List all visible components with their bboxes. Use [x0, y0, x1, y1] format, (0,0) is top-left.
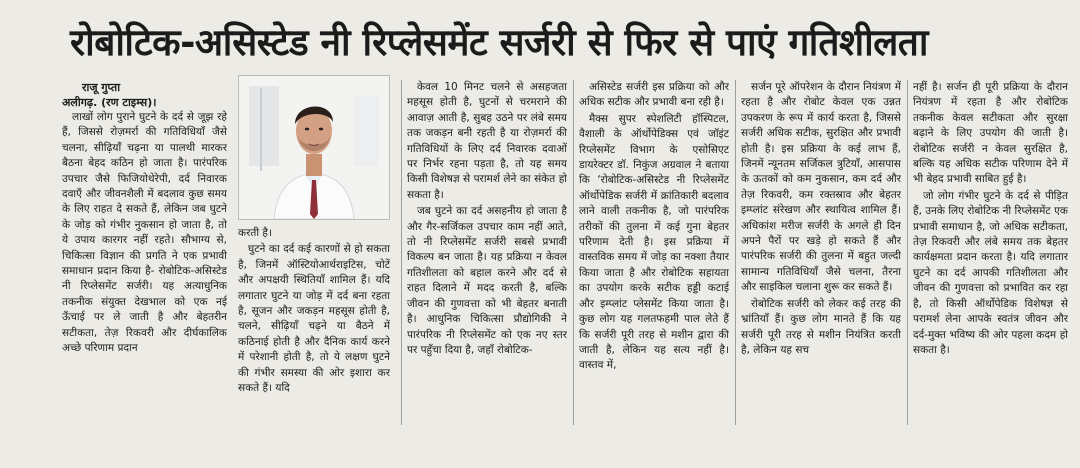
doctor-photo [238, 75, 390, 220]
column-rule [573, 80, 574, 425]
doctor-portrait-image [239, 76, 389, 219]
article-column-1 [62, 80, 227, 425]
article-column-5 [741, 80, 901, 425]
paragraph: रोबोटिक सर्जरी को लेकर कई तरह की भ्रांतियाँ हैं। कुछ लोग मानते हैं कि यह सर्जरी पूरी तरह से मशीन नियंत्रित करती है, लेकिन यह सच [741, 297, 901, 356]
next-article-headline-clipped [40, 428, 1080, 468]
paragraph: सर्जन पूरे ऑपरेशन के दौरान नियंत्रण में रहता है और रोबोट केवल एक उन्नत उपकरण के रूप में कार्य करता है, जिससे सर्जरी अधिक सटीक, सुरक्षित और प्रभावी होती है। इस प्रक्रिया के कई लाभ हैं, जिनमें न्यूनतम सर्जिकल त्रुटियाँ, आसपास के ऊतकों को कम नुकसान, कम दर्द और तेज़ रिकवरी, कम रक्तस्राव और बेहतर इम्प्लांट संरेखण और स्थायित्व शामिल हैं। अधिकांश मरीज सर्जरी के अगले ही दिन अपने पैरों पर खड़े हो सकते हैं और पारंपरिक सर्जरी की तुलना में बहुत जल्दी सामान्य गतिविधियाँ जैसे चलना, तैरना और साइकिल चलाना शुरू कर सकते हैं। [741, 81, 901, 294]
column-rule [907, 80, 908, 425]
column-rule [401, 80, 402, 425]
paragraph: जो लोग गंभीर घुटने के दर्द से पीड़ित हैं, उनके लिए रोबोटिक नी रिप्लेसमेंट एक प्रभावी समाधान है, जो अधिक सटीकता, तेज़ रिकवरी और लंबे समय तक बेहतर कार्यक्षमता प्रदान करता है। यदि लगातार घुटने का दर्द आपकी गतिशीलता और जीवन की गुणवत्ता को प्रभावित कर रहा है, तो किसी ऑर्थोपेडिक विशेषज्ञ से परामर्श लेना आपके स्वतंत्र जीवन और दर्द-मुक्त भविष्य की ओर पहला कदम हो सकता है। [913, 189, 1068, 356]
article-column-6 [913, 80, 1068, 425]
paragraph: लाखों लोग पुराने घुटने के दर्द से जूझ रहे हैं, जिससे रोज़मर्रा की गतिविधियाँ जैसे चलना, सीढ़ियाँ चढ़ना या पालथी मारकर बैठना बेहद कठिन हो जाता है। पारंपरिक उपचार जैसे फिजियोथेरेपी, दर्द निवारक दवाएँ और जीवनशैली में बदलाव कुछ समय के लिए राहत दे सकते हैं, लेकिन जब घुटने के जोड़ को गंभीर नुकसान हो जाता है, तो ये उपाय कारगर नहीं रहते। सौभाग्य से, चिकित्सा विज्ञान की प्रगति ने एक प्रभावी समाधान प्रदान किया है- रोबोटिक-असिस्टेड नी रिप्लेसमेंट सर्जरी। यह अत्याधुनिक तकनीक संयुक्त देखभाल को एक नई ऊँचाई पर ले जाती है और बेहतरीन सटीकता, तेज़ रिकवरी और दीर्घकालिक अच्छे परिणाम प्रदान [62, 111, 227, 355]
article-headline: रोबोटिक-असिस्टेड नी रिप्लेसमेंट सर्जरी से फिर से पाएं गतिशीलता [70, 21, 928, 64]
paragraph: मैक्स सुपर स्पेशलिटी हॉस्पिटल, वैशाली के ऑर्थोपेडिक्स एवं जॉइंट रिप्लेसमेंट विभाग के एसोसिएट डायरेक्टर डॉ. निकुंज अग्रवाल ने बताया कि ‘रोबोटिक-असिस्टेड नी रिप्लेसमेंट ऑर्थोपेडिक सर्जरी में क्रांतिकारी बदलाव लाने वाली तकनीक है, जो पारंपरिक तरीकों की तुलना में कई गुना बेहतर परिणाम देती है। इस प्रक्रिया में वास्तविक समय में जोड़ का नक्शा तैयार किया जाता है और रोबोटिक सहायता का उपयोग करके सटीक हड्डी कटाई और इम्प्लांट प्लेसमेंट किया जाता है। कुछ लोग यह गलतफहमी पाल लेते हैं कि सर्जरी पूरी तरह से मशीन द्वारा की जाती है, लेकिन यह सत्य नहीं है। वास्तव में, [579, 112, 729, 372]
paragraph: केवल 10 मिनट चलने से असहजता महसूस होती है, घुटनों से चरमराने की आवाज़ आती है, सुबह उठने पर लंबे समय तक जकड़न बनी रहती है या रोज़मर्रा की गतिविधियों के लिए दर्द निवारक दवाओं पर निर्भर रहना पड़ता है, तो यह समय किसी विशेषज्ञ से परामर्श लेने का संकेत हो सकता है। [407, 81, 567, 201]
byline-author: राजू गुप्ता [82, 81, 121, 94]
byline [62, 80, 227, 110]
byline-place: अलीगढ़. (रण टाइम्स)। [62, 96, 157, 109]
article-column-2 [238, 226, 390, 426]
paragraph: नहीं है। सर्जन ही पूरी प्रक्रिया के दौरान नियंत्रण में रहता है और रोबोटिक तकनीक केवल सटीकता और सुरक्षा बढ़ाने के लिए उपयोग की जाती है। रोबोटिक सर्जरी न केवल सुरक्षित है, बल्कि यह अधिक सटीक परिणाम देने में भी बेहद प्रभावी साबित हुई है। [913, 81, 1068, 186]
article-column-4 [579, 80, 729, 425]
paragraph: जब घुटने का दर्द असहनीय हो जाता है और गैर-सर्जिकल उपचार काम नहीं आते, तो नी रिप्लेसमेंट सर्जरी सबसे प्रभावी विकल्प बन जाता है। यह प्रक्रिया न केवल गतिशीलता को बहाल करने और दर्द से राहत दिलाने में मदद करती है, बल्कि जीवन की गुणवत्ता को भी बेहतर बनाती है। आधुनिक चिकित्सा प्रौद्योगिकी ने पारंपरिक नी रिप्लेसमेंट को एक नए स्तर पर पहुँचा दिया है, जहाँ रोबोटिक- [407, 205, 567, 356]
article-column-3 [407, 80, 567, 425]
column-rule [735, 80, 736, 425]
paragraph: असिस्टेड सर्जरी इस प्रक्रिया को और अधिक सटीक और प्रभावी बना रही है। [579, 81, 729, 109]
paragraph: करती है। [238, 227, 272, 239]
paragraph: घुटने का दर्द कई कारणों से हो सकता है, जिनमें ऑस्टियोआर्थराइटिस, चोटें और अपक्षयी स्थितियाँ शामिल हैं। यदि लगातार घुटने या जोड़ में दर्द बना रहता है, सूजन और जकड़न महसूस होती है, चलने, सीढ़ियाँ चढ़ने या बैठने में कठिनाई होती है और दैनिक कार्य करने में परेशानी होती है, तो ये लक्षण घुटने की गंभीर समस्या की ओर इशारा कर सकते हैं। यदि [238, 243, 390, 395]
